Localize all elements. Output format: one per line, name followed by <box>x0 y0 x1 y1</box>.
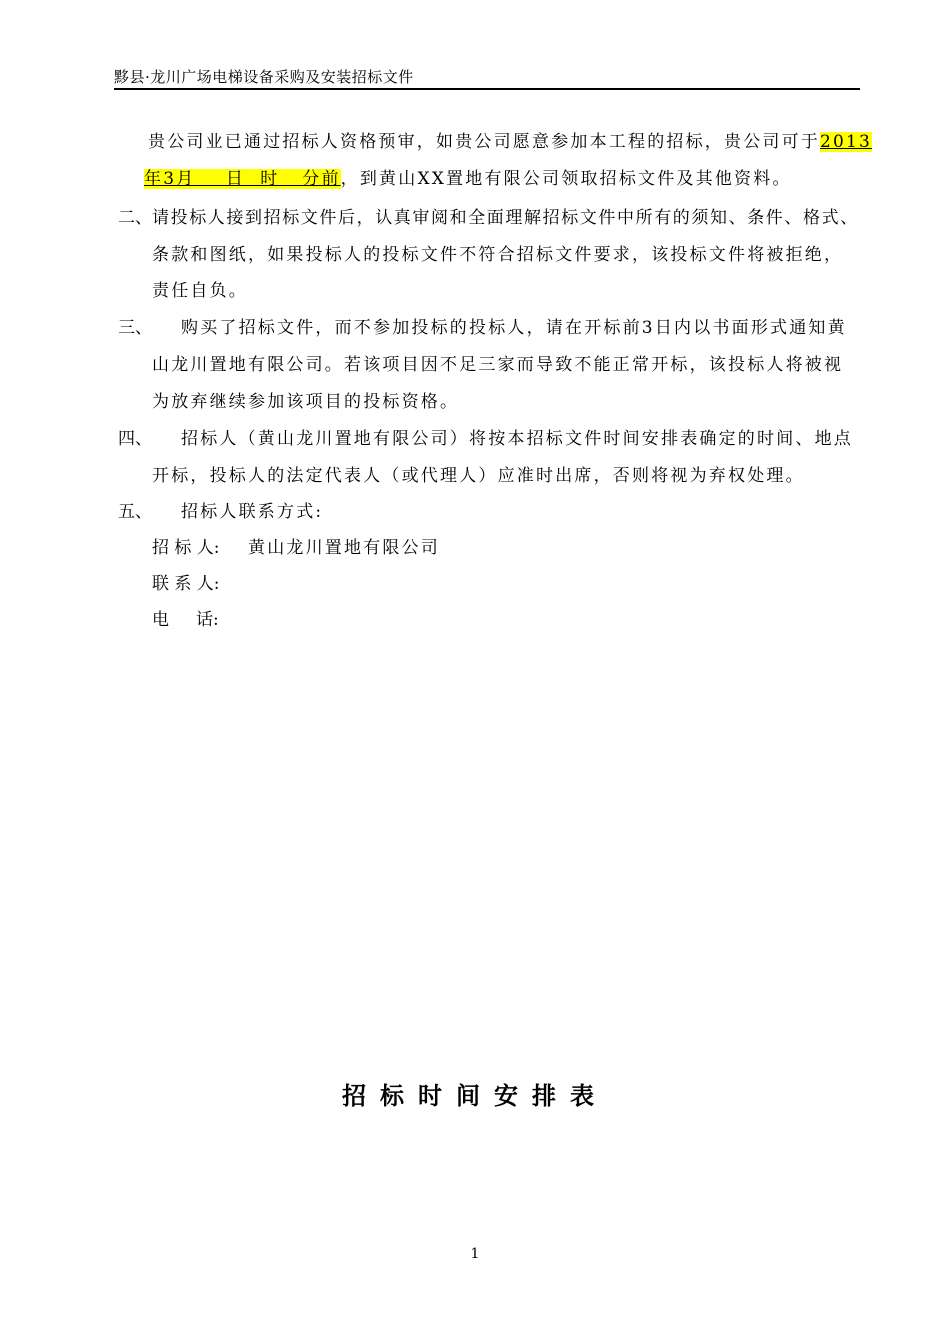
highlighted-date: 年3月 日 时 分前 <box>144 169 341 189</box>
item-3-line-1: 购买了招标文件，而不参加投标的投标人，请在开标前3日内以书面形式通知黄 <box>181 318 847 338</box>
page-header-title: 黟县·龙川广场电梯设备采购及安装招标文件 <box>114 68 414 86</box>
item-2-marker: 二、 <box>118 208 152 228</box>
tenderer-value: 黄山龙川置地有限公司 <box>248 538 440 558</box>
page-number: 1 <box>470 1246 480 1262</box>
paragraph-1-text-2: ，到黄山XX置地有限公司领取招标文件及其他资料。 <box>340 169 792 189</box>
section-title: 招标时间安排表 <box>342 1081 608 1110</box>
item-2-line-2: 条款和图纸，如果投标人的投标文件不符合招标文件要求，该投标文件将被拒绝， <box>152 245 844 265</box>
contact-person-label: 联 系 人: <box>152 574 220 594</box>
header-rule <box>114 88 860 90</box>
item-5-marker: 五、 <box>118 502 152 522</box>
paragraph-1-text: 贵公司业已通过招标人资格预审，如贵公司愿意参加本工程的招标，贵公司可于 <box>148 132 820 152</box>
paragraph-1-line-2 <box>144 164 792 189</box>
item-4-marker: 四、 <box>118 429 152 449</box>
item-3-marker: 三、 <box>118 318 152 338</box>
item-3-line-3: 为放弃继续参加该项目的投标资格。 <box>152 392 460 412</box>
tenderer-label: 招 标 人: <box>152 538 220 558</box>
item-2-line-1: 请投标人接到招标文件后，认真审阅和全面理解招标文件中所有的须知、条件、格式、 <box>152 208 859 228</box>
phone-label: 电 话: <box>152 610 219 630</box>
item-2-line-3: 责任自负。 <box>152 281 248 301</box>
item-5-line-1: 招标人联系方式: <box>181 502 324 522</box>
item-3-line-2: 山龙川置地有限公司。若该项目因不足三家而导致不能正常开标，该投标人将被视 <box>152 355 844 375</box>
highlighted-year: 2013 <box>820 132 873 152</box>
paragraph-1-line-1 <box>148 127 872 152</box>
item-4-line-2: 开标，投标人的法定代表人（或代理人）应准时出席，否则将视为弃权处理。 <box>152 466 805 486</box>
item-4-line-1: 招标人（黄山龙川置地有限公司）将按本招标文件时间安排表确定的时间、地点 <box>181 429 853 449</box>
